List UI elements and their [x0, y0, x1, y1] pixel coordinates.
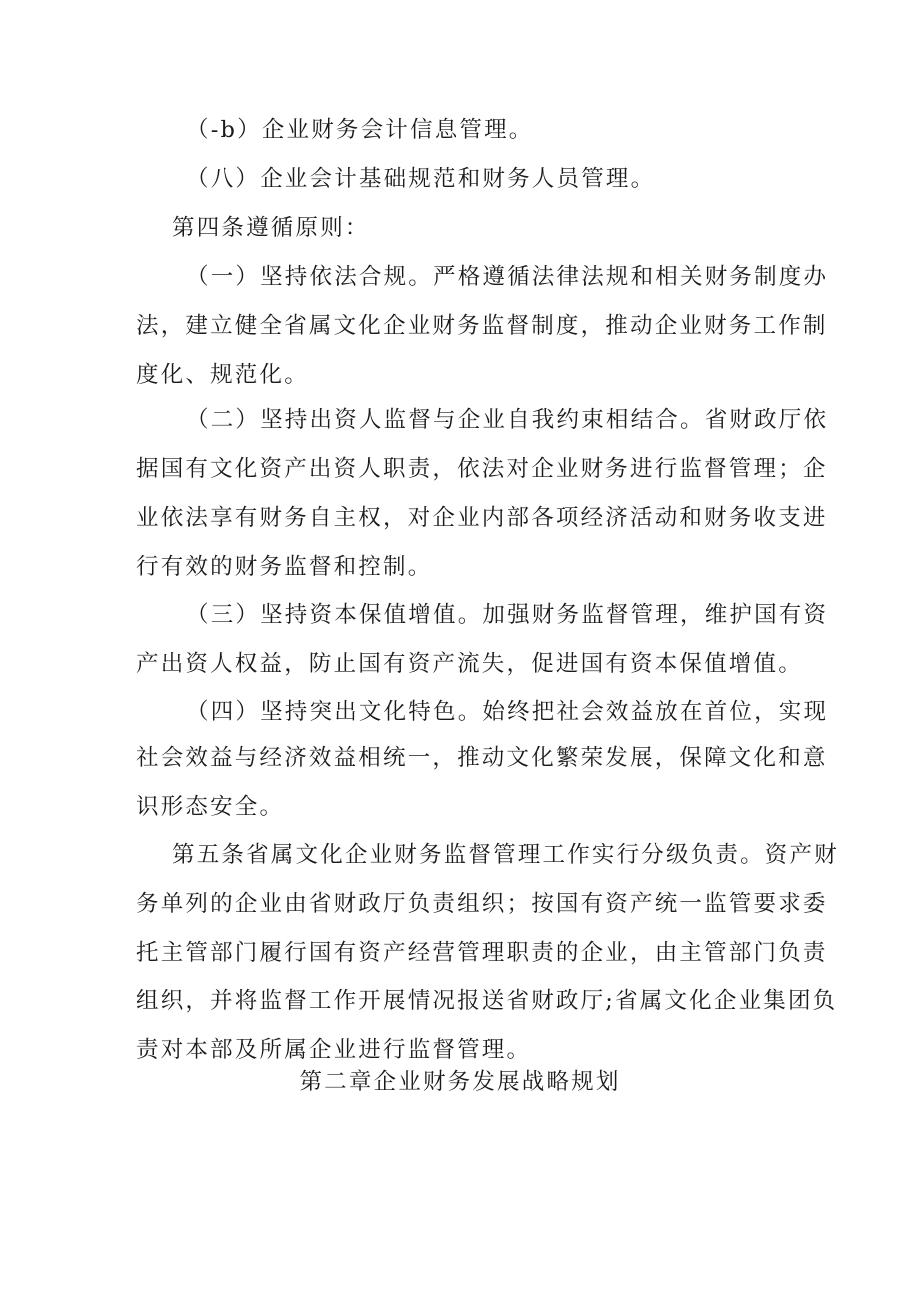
- article-paragraph-line: 第五条省属文化企业财务监督管理工作实行分级负责。资产财: [172, 842, 839, 868]
- article-heading: 第四条遵循原则：: [172, 215, 370, 241]
- paragraph-line: 托主管部门履行国有资产经营管理职责的企业，由主管部门负责: [136, 940, 828, 966]
- paragraph-line: 产出资人权益，防止国有资产流失，促进国有资本保值增值。: [136, 651, 803, 677]
- paragraph-line: （三）坚持资本保值增值。加强财务监督管理，维护国有资: [186, 602, 829, 628]
- paragraph-line: （八）企业会计基础规范和财务人员管理。: [186, 166, 656, 192]
- paragraph-line: 责对本部及所属企业进行监督管理。: [136, 1037, 532, 1063]
- paragraph-line: 据国有文化资产出资人职责，依法对企业财务进行监督管理；企: [136, 456, 828, 482]
- paragraph-line: 行有效的财务监督和控制。: [136, 554, 433, 580]
- paragraph-line: 识形态安全。: [136, 794, 285, 820]
- paragraph-line: （二）坚持出资人监督与企业自我约束相结合。省财政厅依: [186, 407, 829, 433]
- paragraph-line: （一）坚持依法合规。严格遵循法律法规和相关财务制度办: [186, 264, 829, 290]
- paragraph-line: 法，建立健全省属文化企业财务监督制度，推动企业财务工作制: [136, 313, 828, 339]
- paragraph-line: （四）坚持突出文化特色。始终把社会效益放在首位，实现: [186, 699, 829, 725]
- chapter-heading: 第二章企业财务发展战略规划: [299, 1069, 621, 1095]
- paragraph-line: 务单列的企业由省财政厅负责组织；按国有资产统一监管要求委: [136, 891, 828, 917]
- paragraph-line: 度化、规范化。: [136, 362, 309, 388]
- paragraph-line: 社会效益与经济效益相统一，推动文化繁荣发展，保障文化和意: [136, 745, 828, 771]
- paragraph-line: 组织，并将监督工作开展情况报送省财政厅;省属文化企业集团负: [136, 988, 838, 1014]
- paragraph-line: （-b）企业财务会计信息管理。: [186, 117, 534, 143]
- paragraph-line: 业依法享有财务自主权，对企业内部各项经济活动和财务收支进: [136, 505, 828, 531]
